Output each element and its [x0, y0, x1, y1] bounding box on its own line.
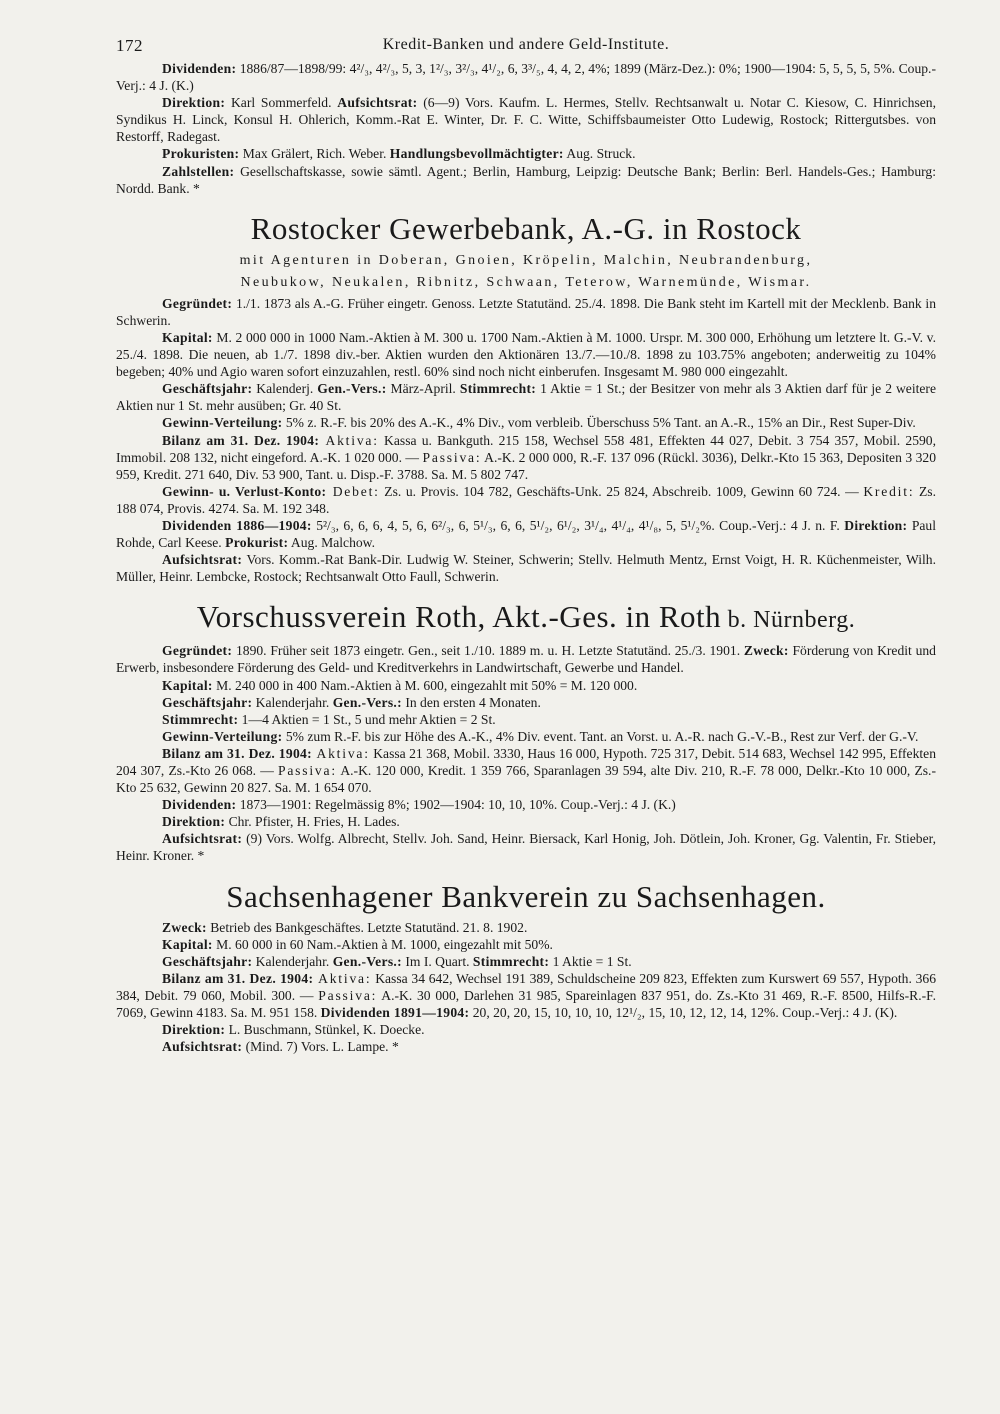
text: 1886/87—1898/99: 4²/₃, 4²/₃, 5, 3, 1²/₃, 3²/₃, 4¹/₂, 6, 3³/₅, 4, 4, 2, 4%; 1899 (März-Dez.): 0%; 1900—1904: 5, 5, 5, 5, 5%. Coup.-Verj.: 4 J. (K.)	[116, 61, 936, 94]
entry-paragraph	[116, 728, 936, 745]
entry-paragraph	[116, 163, 936, 197]
text: Vors. Komm.-Rat Bank-Dir. Ludwig W. Steiner, Schwerin; Stellv. Helmuth Mentz, Ernst Voigt, H. R. Küchenmeister, Wilh. Müller, Heinr. Lembcke, Rostock; Rechtsanwalt Otto Faull, Schwerin.	[116, 552, 936, 585]
entry-paragraph	[116, 414, 936, 431]
text: 5% zum R.-F. bis zur Höhe des A.-K., 4% Div. event. Tant. an Vorst. u. A.-R. nach G.-V.-B., Rest zur Verf. der G.-V.	[282, 728, 919, 744]
label: Kapital:	[162, 936, 213, 952]
label: Geschäftsjahr:	[162, 694, 253, 710]
label: Gewinn- u. Verlust-Konto:	[162, 483, 327, 499]
entry-paragraph	[116, 745, 936, 796]
entry-paragraph	[116, 60, 936, 94]
label: Gegründet:	[162, 295, 233, 311]
text: Aug. Malchow.	[288, 535, 375, 551]
rostock-entry	[116, 295, 936, 586]
text: M. 240 000 in 400 Nam.-Aktien à M. 600, eingezahlt mit 50% = M. 120 000.	[212, 677, 638, 693]
text: L. Buschmann, Stünkel, K. Doecke.	[225, 1022, 425, 1038]
label: Aufsichtsrat:	[337, 95, 418, 111]
label: Kredit:	[863, 483, 915, 499]
entry-paragraph	[116, 1021, 936, 1038]
text: Kalenderjahr.	[252, 953, 333, 969]
label: Passiva:	[277, 763, 337, 778]
label: Debet:	[326, 483, 380, 499]
label: Passiva:	[318, 987, 378, 1003]
label: Aufsichtsrat:	[162, 831, 243, 847]
title-main: Vorschussverein Roth, Akt.-Ges. in Roth	[196, 599, 722, 635]
label: Stimmrecht:	[162, 711, 239, 727]
entry-paragraph	[116, 517, 936, 551]
text: 1873—1901: Regelmässig 8%; 1902—1904: 10, 10, 10%. Coup.-Verj.: 4 J. (K.)	[236, 797, 676, 813]
entry-paragraph	[116, 936, 936, 953]
previous-entry	[116, 60, 936, 197]
entry-paragraph	[116, 813, 936, 830]
label: Prokuristen:	[162, 146, 240, 162]
label: Handlungsbevollmächtigter:	[389, 146, 564, 162]
entry-paragraph	[116, 830, 936, 864]
label: Gen.-Vers.:	[332, 694, 402, 710]
entry-paragraph	[116, 432, 936, 483]
text: A.-K. 2 000 000, R.-F. 137 096 (Rückl. 3036), Delkr.-Kto 15 363, Depositen 3 320 959, Kredit. 271 640, Div. 53 900, Tant. u. Disp.-F. 3788. Sa. M. 5 802 747.	[116, 449, 936, 482]
text: Aug. Struck.	[563, 146, 636, 162]
page-header	[116, 34, 936, 60]
label: Dividenden 1891—1904:	[320, 1005, 470, 1021]
entry-paragraph	[116, 483, 936, 517]
label: Stimmrecht:	[459, 381, 537, 397]
entry-paragraph	[116, 711, 936, 728]
text: Karl Sommerfeld.	[225, 95, 338, 111]
label: Bilanz am 31. Dez. 1904:	[162, 432, 320, 448]
text: Kassa u. Bankguth. 215 158, Wechsel 558 481, Effekten 44 027, Debit. 3 754 357, Mobil. 2590, Immobil. 208 132, nicht eingeford. A.-K. 1 020 000. —	[116, 432, 936, 465]
label: Aufsichtsrat:	[162, 552, 243, 568]
entry-title	[116, 599, 936, 638]
entry-paragraph	[116, 1038, 936, 1055]
label: Prokurist:	[225, 535, 289, 551]
label: Dividenden:	[162, 61, 237, 76]
label: Geschäftsjahr:	[162, 953, 253, 969]
text: In den ersten 4 Monaten.	[401, 694, 541, 710]
text: A.-K. 120 000, Kredit. 1 359 766, Sparanlagen 39 594, alte Div. 210, R.-F. 78 000, Delkr.-Kto 10 000, Zs.-Kto 25 632, Gewinn 20 827. Sa. M. 1 654 070.	[116, 763, 936, 796]
roth-entry	[116, 642, 936, 864]
entry-paragraph	[116, 329, 936, 380]
label: Bilanz am 31. Dez. 1904:	[162, 970, 314, 986]
title-tail: b. Nürnberg.	[721, 607, 856, 634]
text: Im I. Quart.	[401, 953, 473, 969]
label: Zweck:	[743, 643, 789, 659]
label: Aktiva:	[311, 745, 370, 761]
text: Kalenderj.	[252, 381, 318, 397]
text: 1./1. 1873 als A.-G. Früher eingetr. Genoss. Letzte Statutänd. 25./4. 1898. Die Bank steht im Kartell mit der Mecklenb. Bank in Schwerin.	[116, 295, 936, 328]
text: Kassa 21 368, Mobil. 3330, Haus 16 000, Hypoth. 725 317, Debit. 514 683, Wechsel 142 995, Effekten 204 307, Zs.-Kto 26 068. —	[116, 745, 936, 778]
label: Aktiva:	[313, 970, 372, 986]
entry-paragraph	[116, 796, 936, 813]
entry-paragraph	[116, 953, 936, 970]
text: Kalenderjahr.	[252, 694, 333, 710]
text: 1890. Früher seit 1873 eingetr. Gen., seit 1./10. 1889 m. u. H. Letzte Statutänd. 25./3. 1901.	[232, 643, 744, 659]
text: Förderung von Kredit und Erwerb, insbesondere Förderung des Geld- und Kreditverkehrs in Landwirtschaft, Gewerbe und Handel.	[116, 643, 936, 676]
text: 1 Aktie = 1 St.	[549, 953, 632, 969]
label: Gen.-Vers.:	[332, 953, 402, 969]
text: 1—4 Aktien = 1 St., 5 und mehr Aktien = 2 St.	[238, 711, 496, 727]
page-number: 172	[116, 36, 143, 55]
label: Aufsichtsrat:	[162, 1039, 243, 1055]
text: 5²/₃, 6, 6, 6, 4, 5, 6, 6²/₃, 6, 5¹/₃, 6, 6, 5¹/₂, 6¹/₂, 3¹/₄, 4¹/₄, 4¹/₈, 5, 5¹/₂%. Coup.-Verj.: 4 J. n. F.	[311, 517, 845, 533]
text: Max Grälert, Rich. Weber.	[239, 146, 387, 162]
label: Bilanz am 31. Dez. 1904:	[162, 745, 312, 761]
entry-paragraph	[116, 694, 936, 711]
text: Zs. 188 074, Provis. 4274. Sa. M. 192 348.	[116, 483, 936, 516]
text: 1 Aktie = 1 St.; der Besitzer von mehr als 3 Aktien darf für je 2 weitere Aktien nur 1 St. mehr ausüben; Gr. 40 St.	[116, 381, 936, 414]
text: März-April.	[386, 381, 460, 397]
label: Direktion:	[162, 1022, 226, 1038]
text: Gesellschaftskasse, sowie sämtl. Agent.; Berlin, Hamburg, Leipzig: Deutsche Bank; Berlin: Berl. Handels-Ges.; Hamburg: Nordd. Bank. *	[116, 163, 936, 196]
label: Kapital:	[162, 677, 213, 693]
text: Zs. u. Provis. 104 782, Geschäfts-Unk. 25 824, Abschreib. 1009, Gewinn 60 724. —	[379, 483, 864, 499]
sachsen-entry	[116, 919, 936, 1056]
label: Zahlstellen:	[162, 163, 235, 179]
text: Paul Rohde, Carl Keese.	[116, 517, 936, 551]
label: Direktion:	[162, 95, 226, 111]
label: Zweck:	[162, 919, 207, 935]
label: Direktion:	[162, 814, 226, 830]
label: Geschäftsjahr:	[162, 381, 253, 397]
entry-paragraph	[116, 295, 936, 329]
label: Direktion:	[844, 517, 908, 533]
label: Stimmrecht:	[472, 953, 550, 969]
entry-paragraph	[116, 94, 936, 145]
label: Passiva:	[422, 449, 482, 465]
text: Chr. Pfister, H. Fries, H. Lades.	[225, 814, 400, 830]
entry-paragraph	[116, 551, 936, 585]
text: Betrieb des Bankgeschäftes. Letzte Statutänd. 21. 8. 1902.	[206, 919, 528, 935]
text: (Mind. 7) Vors. L. Lampe. *	[242, 1039, 399, 1055]
text: M. 60 000 in 60 Nam.-Aktien à M. 1000, eingezahlt mit 50%.	[212, 936, 553, 952]
text: 20, 20, 20, 15, 10, 10, 10, 12¹/₂, 15, 10, 12, 12, 14, 12%. Coup.-Verj.: 4 J. (K).	[469, 1005, 898, 1021]
text: 5% z. R.-F. bis 20% des A.-K., 4% Div., vom verbleib. Überschuss 5% Tant. an A.-R., 15% an Dir., Rest Super-Div.	[282, 415, 916, 431]
label: Gewinn-Verteilung:	[162, 415, 283, 431]
label: Dividenden:	[162, 797, 237, 813]
entry-paragraph	[116, 970, 936, 1021]
entry-paragraph	[116, 642, 936, 676]
text: Kassa 34 642, Wechsel 191 389, Schuldscheine 209 823, Effekten zum Kurswert 69 557, Hypoth. 366 384, Debit. 79 060, Mobil. 300. —	[116, 970, 937, 1003]
label: Gegründet:	[162, 643, 233, 659]
entry-subtitle: mit Agenturen in Doberan, Gnoien, Kröpelin, Malchin, Neubrandenburg,	[239, 252, 813, 268]
running-title: Kredit-Banken und andere Geld-Institute.	[382, 36, 670, 53]
label: Dividenden 1886—1904:	[162, 517, 312, 533]
entry-title: Rostocker Gewerbebank, A.-G. in Rostock	[250, 210, 802, 246]
text: A.-K. 30 000, Darlehen 31 985, Spareinlagen 837 951, do. Zs.-Kto 31 469, R.-F. 8500, Hilfs-R.-F. 7069, Gewinn 4183. Sa. M. 951 158.	[116, 987, 936, 1021]
text: (9) Vors. Wolfg. Albrecht, Stellv. Joh. Sand, Heinr. Biersack, Karl Honig, Joh. Dötlein, Joh. Kroner, Gg. Valentin, Fr. Stieber, Heinr. Kroner. *	[116, 831, 936, 864]
text: (6—9) Vors. Kaufm. L. Hermes, Stellv. Rechtsanwalt u. Notar C. Kiesow, C. Hinrichsen, Syndikus H. Linck, Konsul H. Ohlerich, Komm.-Rat E. Winter, Dr. F. C. Witte, Schiffsbaumeister Otto Ludewig, Rostock; Rittergutsbes. von Restorff, Radegast.	[116, 95, 936, 145]
label: Aktiva:	[319, 432, 379, 448]
label: Kapital:	[162, 329, 213, 345]
entry-paragraph	[116, 677, 936, 694]
label: Gewinn-Verteilung:	[162, 728, 283, 744]
entry-subtitle: Neubukow, Neukalen, Ribnitz, Schwaan, Teterow, Warnemünde, Wismar.	[240, 274, 812, 290]
entry-title: Sachsenhagener Bankverein zu Sachsenhagen.	[226, 878, 826, 914]
entry-paragraph	[116, 919, 936, 936]
text: M. 2 000 000 in 1000 Nam.-Aktien à M. 300 u. 1700 Nam.-Aktien à M. 1000. Urspr. M. 300 000, Erhöhung um letztere lt. G.-V. v. 25./4. 1898. Die neuen, ab 1./7. 1898 div.-ber. Aktien wurden den Aktionären 13./7.—10./8. 1898 zu 103.75% angeboten; anderweitig zu 104% begeben; 40% und Agio waren sofort einzuzahlen, restl. 60% sind noch nicht einberufen. Insgesamt M. 980 000 eingezahlt.	[116, 329, 936, 380]
entry-paragraph	[116, 145, 936, 162]
entry-paragraph	[116, 380, 936, 414]
label: Gen.-Vers.:	[317, 381, 387, 397]
